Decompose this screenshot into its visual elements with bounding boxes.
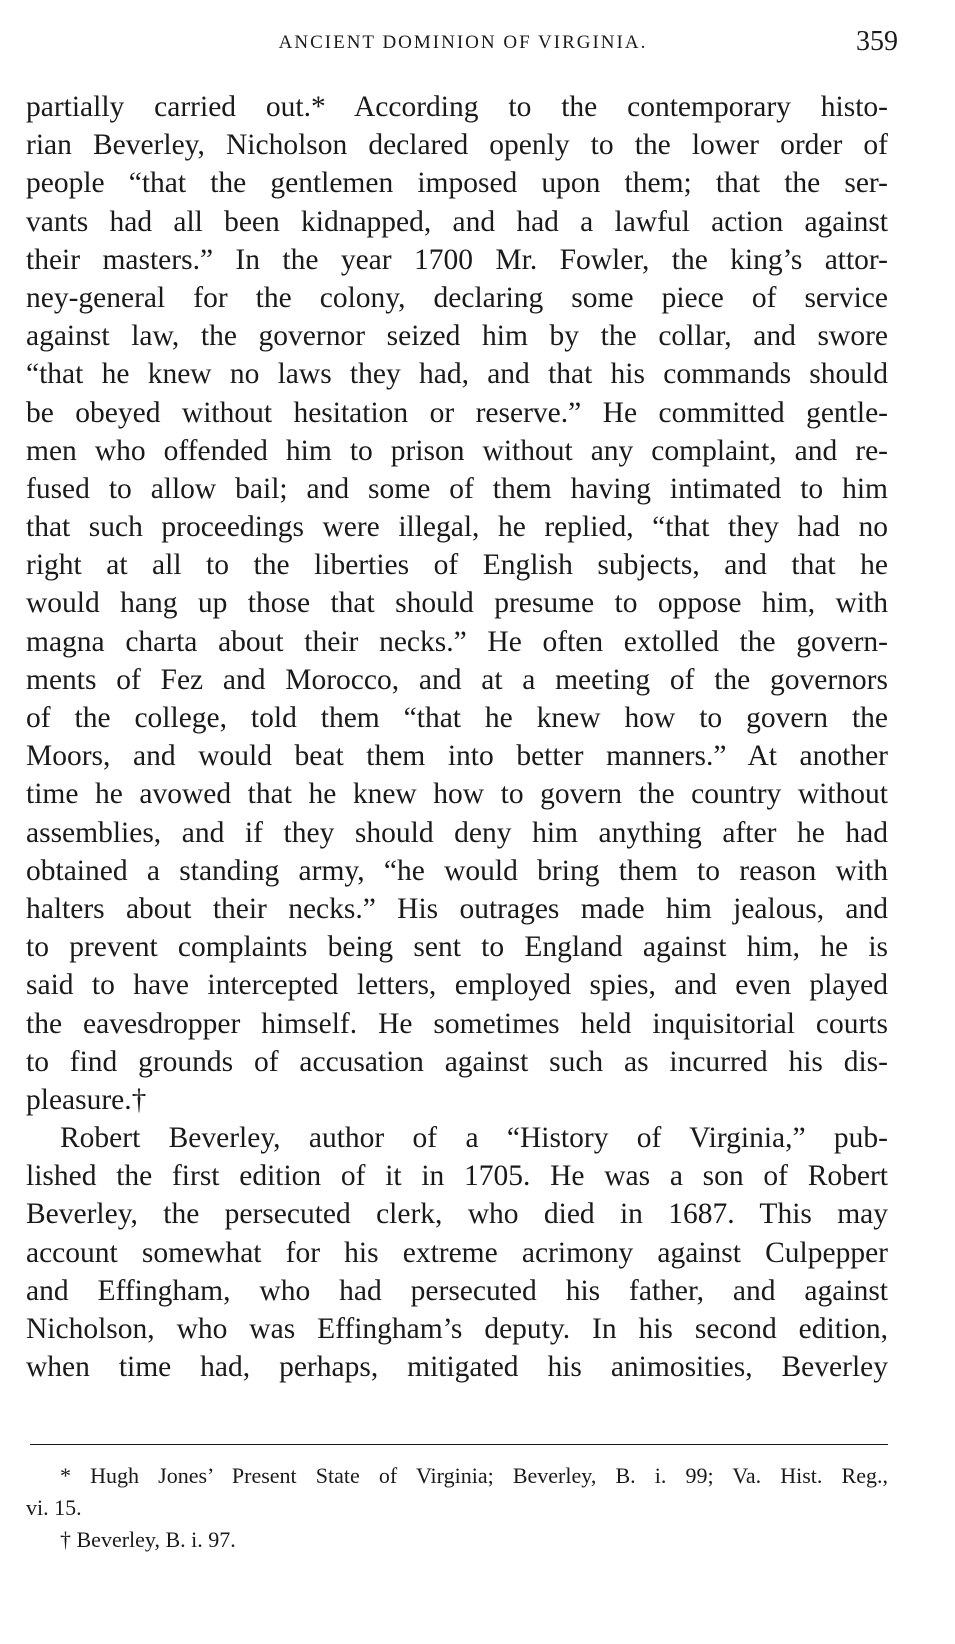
body-line: time he avowed that he knew how to govern the country without xyxy=(26,778,888,811)
body-line: be obeyed without hesitation or reserve.” He committed gentle- xyxy=(26,396,888,429)
body-line: their masters.” In the year 1700 Mr. Fowler, the king’s attor- xyxy=(26,243,888,276)
body-line: lished the first edition of it in 1705. He was a son of Robert xyxy=(26,1160,888,1193)
body-line: Moors, and would beat them into better manners.” At another xyxy=(26,740,888,773)
body-line: ments of Fez and Morocco, and at a meeting of the governors xyxy=(26,663,888,696)
body-line: the eavesdropper himself. He sometimes held inquisitorial courts xyxy=(26,1007,888,1040)
body-line: right at all to the liberties of English subjects, and that he xyxy=(26,549,888,582)
body-line: partially carried out.* According to the contemporary histo- xyxy=(26,91,888,123)
footnote-line: vi. 15. xyxy=(26,1495,82,1520)
running-title: ANCIENT DOMINION OF VIRGINIA. xyxy=(278,32,648,53)
body-line: said to have intercepted letters, employed spies, and even played xyxy=(26,969,888,1002)
body-line: men who offended him to prison without any complaint, and re- xyxy=(26,434,888,467)
body-line: to prevent complaints being sent to England against him, he is xyxy=(26,931,888,964)
footnote-rule xyxy=(30,1444,888,1445)
body-text xyxy=(26,88,888,1386)
running-head xyxy=(28,26,898,56)
footnote-line: † Beverley, B. i. 97. xyxy=(60,1527,236,1552)
body-line: against law, the governor seized him by the collar, and swore xyxy=(26,320,888,353)
body-line: “that he knew no laws they had, and that his commands should xyxy=(26,358,888,391)
body-line: would hang up those that should presume to oppose him, with xyxy=(26,587,888,620)
body-line: Beverley, the persecuted clerk, who died in 1687. This may xyxy=(26,1198,888,1231)
body-line: to find grounds of accusation against such as incurred his dis- xyxy=(26,1045,888,1078)
body-line: fused to allow bail; and some of them having intimated to him xyxy=(26,472,888,505)
page-number: 359 xyxy=(856,26,898,57)
body-line: Robert Beverley, author of a “History of Virginia,” pub- xyxy=(60,1122,888,1155)
body-line: ney-general for the colony, declaring some piece of service xyxy=(26,281,888,314)
body-line: vants had all been kidnapped, and had a lawful action against xyxy=(26,205,888,238)
footnotes xyxy=(26,1460,888,1556)
body-line: Nicholson, who was Effingham’s deputy. In his second edition, xyxy=(26,1313,888,1345)
body-line: halters about their necks.” His outrages made him jealous, and xyxy=(26,892,888,925)
body-line: rian Beverley, Nicholson declared openly to the lower order of xyxy=(26,129,888,162)
body-line: of the college, told them “that he knew how to govern the xyxy=(26,702,888,734)
body-line: when time had, perhaps, mitigated his animosities, Beverley xyxy=(26,1351,888,1384)
body-line: that such proceedings were illegal, he replied, “that they had no xyxy=(26,511,888,544)
body-line: people “that the gentlemen imposed upon them; that the ser- xyxy=(26,167,888,200)
footnote-line: * Hugh Jones’ Present State of Virginia; Beverley, B. i. 99; Va. Hist. Reg., xyxy=(60,1463,888,1488)
body-line: assemblies, and if they should deny him anything after he had xyxy=(26,816,888,849)
body-line: and Effingham, who had persecuted his father, and against xyxy=(26,1274,888,1307)
body-line: magna charta about their necks.” He often extolled the govern- xyxy=(26,625,888,658)
body-line: account somewhat for his extreme acrimony against Culpepper xyxy=(26,1236,888,1269)
body-line: obtained a standing army, “he would bring them to reason with xyxy=(26,854,888,887)
body-line: pleasure.† xyxy=(26,1083,147,1116)
